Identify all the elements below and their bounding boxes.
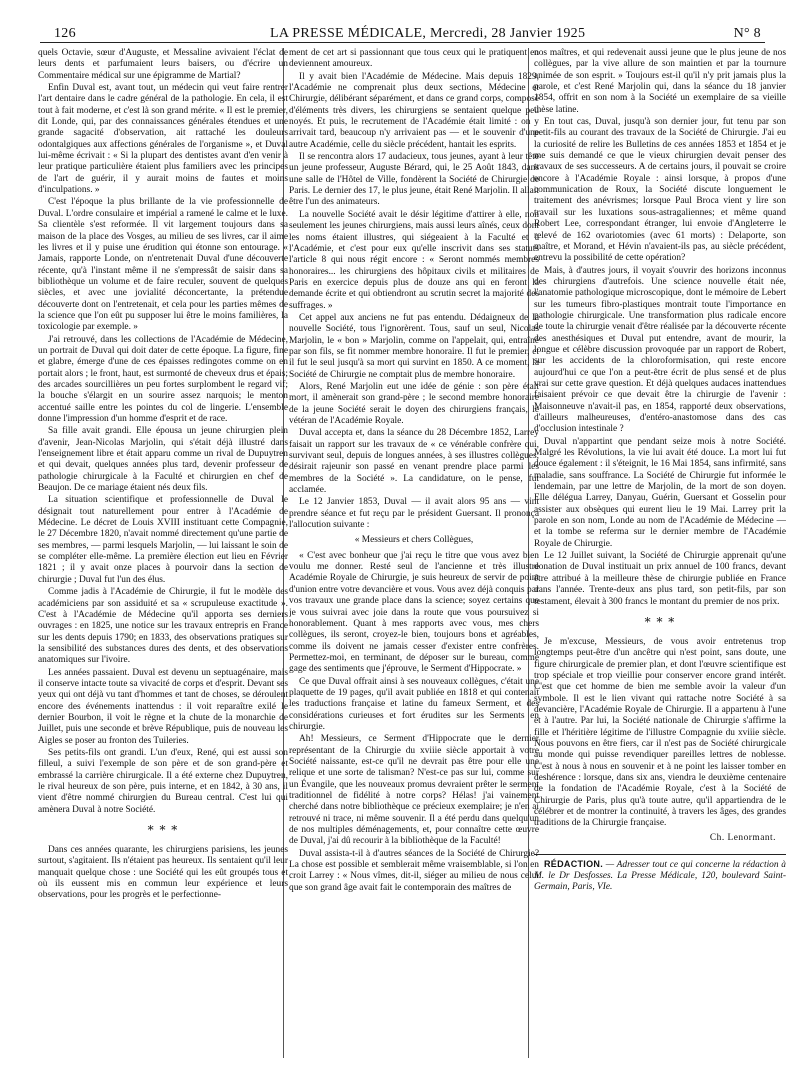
issue-number: N° 8: [733, 26, 761, 41]
paragraph: Ce que Duval offrait ainsi à ses nouveaux collègues, c'était une plaquette de 19 pages, qu'il avait publiée en 1818 et qui contenait les traductions française et latine du fameux Serment, et des considérations curieuses et fort érudites sur les Serments en chirurgie.: [289, 676, 539, 732]
author-signature: Ch. Lenormant.: [709, 832, 776, 843]
text-column-1: [38, 48, 288, 1073]
divider-rule: [534, 854, 786, 855]
paragraph: ment de cet art si passionnant que tous ceux qui le pratiquent en deviennent amoureux.: [289, 48, 539, 70]
paragraph: Les années passaient. Duval est devenu un septuagénaire, mais il conserve intacte toute sa vivacité de corps et d'esprit. Devant ses yeux qui ont déjà vu tant d'hommes et tant de choses, se déroulent encore des événements inattendus : il voit reparaître exilé le dernier Bourbon, il voit le règne et la chute de la monarchie de Juillet, puis une seconde et brève République, puis de nouveau les Aigles se poser au fronton des Tuileries.: [38, 667, 288, 746]
paragraph: Il y avait bien l'Académie de Médecine. Mais depuis 1829, l'Académie ne comprenait plus deux sections, Médecine et Chirurgie, délibérant séparément, et dans ce grand corps, composé d'éléments très divers, les chirurgiens se sentaient quelque peu noyés. Et puis, le recrutement de l'Académie était limité : on y arrivait tard, beaucoup n'y arrivaient pas — et le souvenir d'une autre Académie, celle du siècle précédent, hantait les esprits.: [289, 71, 539, 150]
editorial-notice-text: — Adresser tout ce qui concerne la rédaction à M. le Dr Desfosses.: [534, 859, 786, 882]
paragraph: Enfin Duval est, avant tout, un médecin qui veut faire rentrer l'art dentaire dans le cadre général de la pathologie. En cela, il est tout à fait moderne, et c'est là son grand mérite. « Il est le premier, dit Londe, qui, par des connaissances générales étendues et une grande sagacité d'observation, ait rattaché les douleurs odontalgiques aux affections générales de l'organisme », et Duval lui-même écrivait : « Si la plupart des dentistes avant d'en venir à leur pratique particulière étaient plus familiers avec les principes de l'art de guérir, il y aurait moins de fautes et moins d'inculpations. »: [38, 83, 288, 196]
text-column-3: [534, 48, 786, 1073]
section-asterism: * * *: [147, 823, 179, 838]
paragraph: Dans ces années quarante, les chirurgiens parisiens, les jeunes surtout, s'agitaient. Ils n'étaient pas heureux. Ils sentaient qu'il leur manquait quelque chose : une Société qui les eût groupés tous et où ils eussent mis en commun leur expérience et leurs observations, pour les progrès et le perfectionne-: [38, 845, 288, 901]
paragraph: Duval assista-t-il à d'autres séances de la Société de Chirurgie? La chose est possible et semblerait même vraisemblable, si l'on en croit Larrey : « Nous vîmes, dit-il, siéger au milieu de nous celui que son grand âge avait fait le contemporain des maîtres de: [289, 848, 539, 893]
paragraph: Duval n'appartint que pendant seize mois à notre Société. Malgré les Révolutions, la vie lui avait été douce. La mort lui fut douce également : il s'éteignit, le 16 Mai 1854, sans infirmité, sans maladie, sans souffrance. La Société de Chirurgie fut informée le lendemain, par une lettre de Marjolin, de la mort de son doyen. Elle délégua Larrey, Danyau, Guérin, Guersant et Gosselin pour assister aux obsèques qui eurent lieu le 19 Mai. Larrey prit la parole en son nom, Londe au nom de l'Académie de Médecine — et la tombe se referma sur le dernier membre de l'Académie Royale de Chirurgie.: [534, 436, 786, 549]
paragraph: Ah! Messieurs, ce Serment d'Hippocrate que le dernier représentant de la Chirurgie du xviiie siècle apportait à votre Société naissante, est-ce qu'il ne devrait pas être pour elle une relique et une sorte de talisman? N'est-ce pas sur lui, comme sur un Évangile, que les nouveaux promus devraient prêter le serment traditionnel de fidélité à notre corps? Hélas! j'ai vainement cherché dans notre bibliothèque ce précieux exemplaire; je n'en ai retrouvé ni trace, ni même souvenir. Il a été perdu dans quelqu'un de nos multiples déménagements, et, pour connaître cette œuvre de Duval, j'ai dû recourir à la bibliothèque de la Faculté!: [289, 734, 539, 847]
paragraph: Je m'excuse, Messieurs, de vous avoir entretenus trop longtemps peut-être d'un ancêtre qui n'est point, sans doute, une figure chirurgicale de premier plan, et dont l'œuvre scientifique est trop spéciale et trop vieillie pour conserver encore grand intérêt. C'est que cet homme de bien me semble avoir la valeur d'un symbole. Il est le lien vivant qui rattache notre Société à sa devancière, l'Académie Royale de Chirurgie. Il a appartenu à l'une et à l'autre. Par lui, la Société nationale de Chirurgie s'affirme la fille et l'héritière légitime de l'illustre Compagnie du xviiie siècle. Nous pouvons en être fiers, car il n'est pas de Société chirurgicale au monde qui puisse revendiquer pareilles lettres de noblesse. C'est à nous à nous en souvenir et à ne point les laisser tomber en deshérence : lorsque, dans six ans, viendra le deuxième centenaire de la fondation de l'Académie Royale, c'est à la Société de Chirurgie de Paris, plus qu'à toute autre, qu'il appartiendra de le célébrer et de montrer la continuité, à travers les âges, des grandes traditions de la Chirurgie française.: [534, 636, 786, 829]
paragraph: Cet appel aux anciens ne fut pas entendu. Dédaigneux de la nouvelle Société, tous l'ignorèrent. Tous, sauf un seul, Nicolas Marjolin, le « bon » Marjolin, comme on l'appelait, qui, entraîné par son fils, se fit nommer membre honoraire. Il fut le premier, et il fut le seul jusqu'à sa mort qui survint en 1850. A ce moment, la Société de Chirurgie ne comptait plus de membre honoraire.: [289, 312, 539, 380]
editorial-notice-label: RÉDACTION.: [544, 858, 603, 869]
editorial-notice: [534, 859, 786, 894]
editorial-notice-address: La Presse Médicale, 120, boulevard Saint-Germain, Paris, VIe.: [534, 871, 786, 893]
running-head: [40, 6, 765, 43]
paragraph: Alors, René Marjolin eut une idée de génie : son père était mort, il amènerait son grand-père ; le second membre honoraire de la jeune Société serait le doyen des chirurgiens français, le vétéran de l'Académie Royale.: [289, 381, 539, 426]
paragraph: nos maîtres, et qui redevenait aussi jeune que le plus jeune de nos collègues, par la vive allure de son maintien et par la tournure animée de son esprit. » Toujours est-il qu'il n'y prit jamais plus la parole, et c'est René Marjolin qui, dans la séance du 18 janvier 1854, offrit en son nom à la Société un exemplaire de sa vieille thèse latine.: [534, 48, 786, 115]
paragraph: quels Octavie, sœur d'Auguste, et Messaline avivaient l'éclat de leurs dents et parfumaient leurs baisers, ou d'écrire un Commentaire médical sur une épigramme de Martial?: [38, 48, 288, 81]
text-column-2: [289, 48, 539, 1073]
paragraph: C'est l'époque la plus brillante de la vie professionnelle de Duval. L'ordre consulaire et impérial a ramené le calme et le luxe. Sa clientèle s'est reformée. Il vit largement toujours dans sa maison de la place des Vosges, au milieu de ses livres, car il aime les livres et il y puise une érudition qui étonne son entourage. « Jamais, rapporte Londe, on n'entretenait Duval d'une découverte récente, qu'à l'instant même il ne s'empressât de saisir dans sa bibliothèque un volume et de faire reculer, souvent de quelques siècles, et avec une jovialité déconcertante, la prétendue découverte dont on l'entretenait, et cela pour les parties mêmes de la science que l'on eût pu supposer lui être le moins familières, la toxicologie par exemple. »: [38, 197, 288, 333]
paragraph: La situation scientifique et professionnelle de Duval le désignait tout naturellement pour entrer à l'Académie de Médecine. Le décret de Louis XVIII instituant cette Compagnie, le 27 Décembre 1820, n'avait nommé directement qu'une partie de ses membres, — parmi lesquels Marjolin, — lui laissant le soin de se compléter elle-même. La première élection eut lieu en Février 1821 ; il y avait onze places à pourvoir dans la section de chirurgie ; Duval fut l'un des élus.: [38, 495, 288, 585]
paragraph: Il se rencontra alors 17 audacieux, tous jeunes, ayant à leur tête un jeune professeur, Auguste Bérard, qui, le 25 Août 1843, dans une salle de l'Hôtel de Ville, fondèrent la Société de Chirurgie de Paris. Le dernier des 17, le plus jeune, était René Marjolin. Il allait être l'un des animateurs.: [289, 152, 539, 208]
paragraph: Sa fille avait grandi. Elle épousa un jeune chirurgien plein d'avenir, Jean-Nicolas Marjolin, qui s'était déjà illustré dans l'enseignement libre et était apparu comme un rival de Dupuytren et qui devait, quelques années plus tard, devenir professeur de pathologie chirurgicale à la Faculté et chirurgien en chef de Beaujon. De ce mariage étaient nés deux fils.: [38, 426, 288, 494]
speech-paragraph: « C'est avec bonheur que j'ai reçu le titre que vous avez bien voulu me donner. Resté seul de l'ancienne et très illustre Académie Royale de Chirurgie, je suis heureux de servir de point d'union entre votre devancière et vous. Vous avez déjà conquis par vos travaux une grande place dans la science; soyez certains que je vous suivrai avec joie dans la route que vous poursuivez si honorablement. Quant à mes rapports avec vous, mes chers collègues, ils seront, croyez-le bien, toujours bons et agréables, comme ils doivent ne jamais cesser d'exister entre confrères. Permettez-moi, en terminant, de déposer sur le bureau, comme gage des sentiments que j'éprouve, le Serment d'Hippocrate. »: [289, 550, 539, 675]
paragraph: En tout cas, Duval, jusqu'à son dernier jour, fut tenu par son petit-fils au courant des travaux de la Société de Chirurgie. J'ai eu la curiosité de relire les Bulletins de ces années 1853 et 1854 et je me suis demandé ce que le vieux chirurgien devait penser des travaux de ses successeurs. A de certains jours, il pouvait se croire encore à l'Académie Royale : ainsi lorsque, à propos d'une communication de Roux, la Société discute longuement le traitement des anévrismes; lorsque Paul Broca vient y lire son travail sur les luxations sous-astragaliennes; et même quand Robert Lee, correspondant étranger, lui envoie d'Angleterre le relevé de 162 ovariotomies (avec 61 morts) : Delaporte, son maître, et Morand, et Hévin n'avaient-ils pas, au siècle précédent, entrevu la possibilité de cette opération?: [534, 117, 786, 264]
speech-salutation: « Messieurs et chers Collègues,: [354, 535, 474, 546]
paragraph: Ses petits-fils ont grandi. L'un d'eux, René, qui est aussi son filleul, a suivi l'exemple de son père et de son grand-père et embrassé la carrière chirurgicale. Il a été externe chez Dupuytren, le rival heureux de son père, puis interne, et en 1842, à 30 ans, il vient d'être nommé chirurgien du Bureau central. C'est lui qui amènera Duval à notre Société.: [38, 747, 288, 815]
paragraph: Comme jadis à l'Académie de Chirurgie, il fut le modèle des académiciens par son assiduité et sa « scrupuleuse exactitude ». C'est à l'Académie de Médecine qu'il apporta ses derniers ouvrages : en 1825, une notice sur les travaux entrepris en France sur les dents depuis 1790; en 1833, des observations pratiques sur la sensibilité des substances dures des dents, et des observations anatomiques sur l'ivoire.: [38, 587, 288, 666]
journal-title-date: LA PRESSE MÉDICALE, Mercredi, 28 Janvier 1925: [270, 26, 586, 41]
paragraph: J'ai retrouvé, dans les collections de l'Académie de Médecine, un portrait de Duval qui doit dater de cette époque. La figure, fine et glabre, émerge d'une de ces épaisses redingotes comme on en portait alors ; le front, haut, est surmonté de cheveux drus et épais; des arcades sourcillières un peu fortes surplombent le regard vif; la bouche s'élargit en un sourire assez narquois; le menton accentué saille entre les pointes du col de lingerie. L'ensemble donne l'impression d'un homme d'esprit et de race.: [38, 334, 288, 424]
paragraph: Duval accepta et, dans la séance du 28 Décembre 1852, Larrey faisait un rapport sur les travaux de « ce vénérable confrère qui, survivant seul, depuis de longues années, à ses illustres collègues, désirait rajeunir son passé en venant prendre place parmi les membres de la Société ». La candidature, on le pense, fut acclamée.: [289, 428, 539, 496]
paragraph: Le 12 Juillet suivant, la Société de Chirurgie apprenait qu'une donation de Duval instituait un prix annuel de 100 francs, devant être attribué à la meilleure thèse de chirurgie publiée en France dans l'année. Trente-deux ans plus tard, son petit-fils, par son testament, élevait à 300 francs le montant du premier de nos prix.: [534, 551, 786, 607]
paragraph: La nouvelle Société avait le désir légitime d'attirer à elle, non seulement les jeunes chirurgiens, mais aussi leurs aînés, ceux dont les noms étaient illustres, qui siégeaient à la Faculté et à l'Académie, et c'est pour eux qu'elle inscrivit dans ses statuts l'article 8 qui nous régit encore : « Seront nommés membres honoraires... les chirurgiens des hôpitaux civils et militaires de Paris en exercice depuis plus de douze ans qui en feront la demande écrite et qui obtiendront au scrutin secret la majorité des suffrages. »: [289, 209, 539, 311]
paragraph: Le 12 Janvier 1853, Duval — il avait alors 95 ans — vint prendre séance et fut reçu par le président Guersant. Il prononça l'allocution suivante :: [289, 497, 539, 531]
paragraph: Mais, à d'autres jours, il voyait s'ouvrir des horizons inconnus des chirurgiens d'autrefois. Une science nouvelle était née, l'anatomie pathologique microscopique, dont le mémoire de Lebert sur les tumeurs fibro-plastiques montrait toute l'importance en pathologie chirurgicale. Une transformation plus radicale encore de toute la chirurgie venait d'être réalisée par la découverte récente des anesthésiques et Duval put entendre, avant de mourir, la longue et célèbre discussion provoquée par un rapport de Robert, sur les accidents de la chloroformisation, qui reste encore aujourd'hui ce que l'on a peut-être écrit de plus sensé et de plus vrai sur cette grave question. Et déjà quelques audaces inattendues faisaient prévoir ce que devait être la chirurgie de l'avenir : Maisonneuve n'avait-il pas, en 1854, rapporté deux observations, d'ailleurs malheureuses, d'entéro-anastomose dans des cas d'occlusion intestinale ?: [534, 265, 786, 435]
page-number: 126: [54, 26, 76, 41]
section-asterism: * * *: [644, 614, 676, 629]
